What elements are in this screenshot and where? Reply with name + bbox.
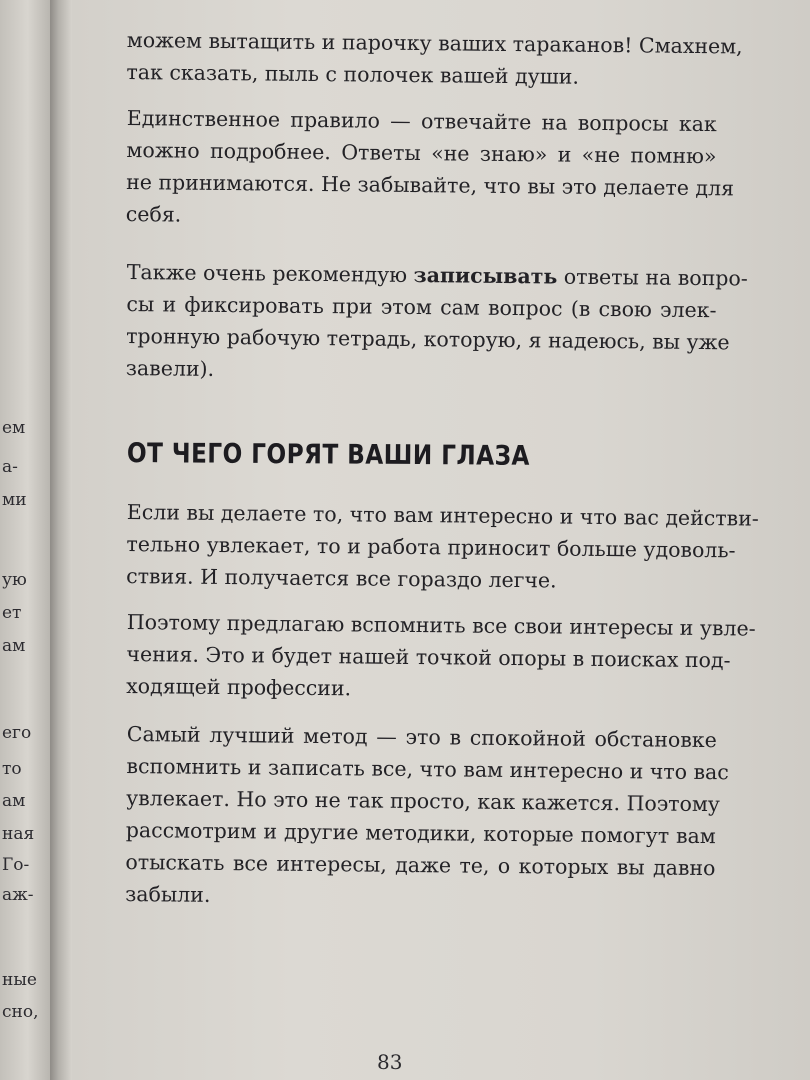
- text-line: рассмотрим и другие методики, которые помогут вам: [125, 817, 716, 849]
- left-page-fragment: ные: [2, 970, 37, 990]
- left-page-fragment: ет: [2, 603, 22, 623]
- text-line: Самый лучший метод — это в спокойной обстановке: [126, 721, 717, 753]
- book-page: [72, 0, 810, 1080]
- section-heading: ОТ ЧЕГО ГОРЯТ ВАШИ ГЛАЗА: [126, 438, 530, 472]
- text-line: отыскать все интересы, даже те, о которых вы давно: [125, 849, 716, 881]
- text-fragment: ответы на вопро-: [557, 264, 748, 291]
- text-line: не принимаются. Не забывайте, что вы это делаете для: [126, 169, 735, 201]
- left-page-fragment: ми: [2, 490, 27, 510]
- text-line: тельно увлекает, то и работа приносит больше удоволь-: [126, 531, 736, 563]
- text-line: ствия. И получается все гораздо легче.: [126, 563, 557, 593]
- emphasized-word: записывать: [413, 263, 558, 289]
- paragraph-method: [125, 718, 729, 916]
- text-line: можно подробнее. Ответы «не знаю» и «не помню»: [126, 137, 717, 169]
- previous-page-edge: [0, 0, 50, 1080]
- left-page-fragment: аж-: [2, 885, 34, 905]
- text-line: Если вы делаете то, что вам интересно и что вас действи-: [126, 499, 759, 531]
- left-page-fragment: то: [2, 759, 22, 779]
- text-line: завели).: [125, 355, 215, 381]
- paragraph-hobbies: [126, 606, 756, 708]
- book-gutter: [50, 0, 72, 1080]
- left-page-fragment: ую: [2, 570, 27, 590]
- text-line: так сказать, пыль с полочек вашей души.: [126, 59, 580, 89]
- left-page-fragment: сно,: [2, 1002, 39, 1022]
- text-line: сы и фиксировать при этом сам вопрос (в свою элек-: [126, 291, 717, 323]
- text-line: вспомнить и записать все, что вам интересно и что вас: [126, 753, 729, 785]
- text-line: забыли.: [125, 881, 211, 907]
- text-line: ходящей профессии.: [126, 673, 352, 701]
- left-page-fragment: его: [2, 723, 32, 743]
- text-line: себя.: [125, 201, 182, 227]
- paragraph-rule: [125, 102, 735, 236]
- left-page-fragment: ам: [2, 791, 26, 811]
- left-page-fragment: Го-: [2, 855, 30, 875]
- text-line: увлекает. Но это не так просто, как кажется. Поэтому: [126, 785, 721, 817]
- left-page-fragment: ам: [2, 636, 26, 656]
- paragraph-intro-continued: [126, 24, 743, 94]
- text-line: Поэтому предлагаю вспомнить все свои интересы и увле-: [126, 609, 756, 641]
- page-number: 83: [377, 1050, 403, 1074]
- paragraph-interest: [126, 496, 759, 598]
- left-page-fragment: ная: [2, 824, 35, 844]
- text-fragment: Также очень рекомендую: [126, 259, 414, 288]
- text-line: Единственное правило — отвечайте на вопросы как: [126, 105, 717, 137]
- text-line: чения. Это и будет нашей точкой опоры в поисках под-: [126, 641, 731, 673]
- left-page-fragment: ем: [2, 418, 26, 438]
- text-line: можем вытащить и парочку ваших тараканов! Смахнем,: [126, 27, 743, 59]
- text-line: тронную рабочую тетрадь, которую, я надеюсь, вы уже: [126, 323, 730, 355]
- paragraph-recommendation: [125, 256, 748, 390]
- left-page-fragment: а-: [2, 457, 18, 477]
